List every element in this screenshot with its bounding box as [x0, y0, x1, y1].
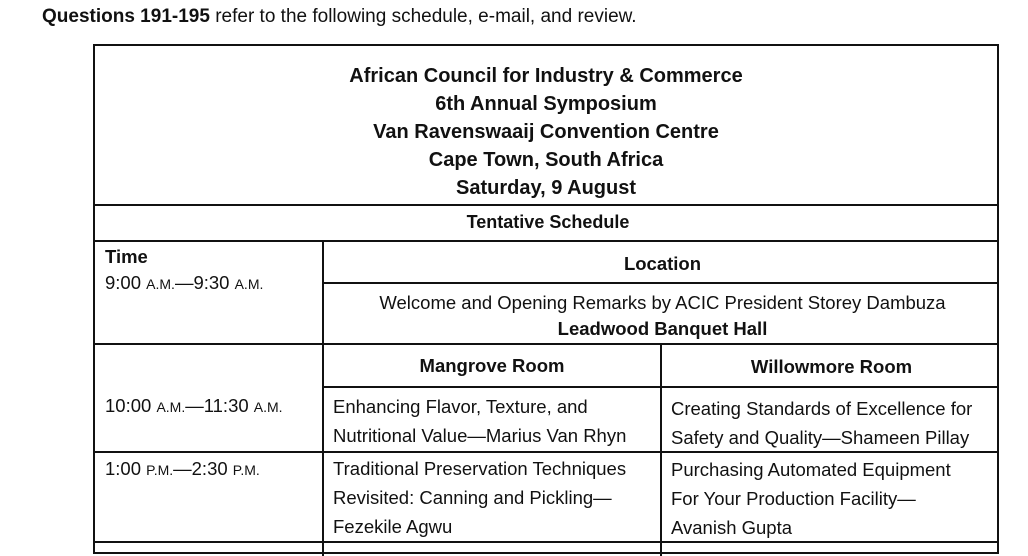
schedule-table: [93, 44, 999, 554]
session-mangrove: Traditional Preservation Techniques Revisited: Canning and Pickling— Fezekile Agwu: [333, 458, 627, 537]
session-time: 1:00 P.M.—2:30 P.M.: [105, 458, 260, 479]
time-header: Time: [105, 246, 148, 267]
intro-line: [42, 6, 637, 28]
room-header-willowmore: Willowmore Room: [750, 356, 913, 377]
divider: [322, 282, 997, 284]
intro-text: refer to the following schedule, e-mail, and review.: [209, 6, 637, 27]
event-header: [95, 62, 997, 202]
org-name: African Council for Industry & Commerce: [349, 65, 743, 87]
opening-title: Welcome and Opening Remarks by ACIC President Storey Dambuza: [379, 292, 946, 313]
session-willowmore: Purchasing Automated Equipment For Your Production Facility— Avanish Gupta: [671, 459, 951, 538]
opening-time: 9:00 A.M.—9:30 A.M.: [105, 272, 264, 293]
schedule-subtitle: Tentative Schedule: [466, 212, 630, 232]
location-header: Location: [623, 253, 702, 274]
divider: [95, 204, 997, 206]
room-header-mangrove: Mangrove Room: [419, 355, 565, 376]
event-name: 6th Annual Symposium: [435, 93, 657, 115]
opening-location: Leadwood Banquet Hall: [557, 318, 768, 339]
event-date: Saturday, 9 August: [455, 177, 637, 199]
session-time: 10:00 A.M.—11:30 A.M.: [105, 395, 283, 416]
session-mangrove: Enhancing Flavor, Texture, and Nutritional Value—Marius Van Rhyn: [333, 396, 627, 446]
divider: [95, 240, 997, 242]
session-willowmore: Creating Standards of Excellence for Safety and Quality—Shameen Pillay: [671, 398, 973, 448]
divider: [95, 343, 997, 345]
venue-name: Van Ravenswaaij Convention Centre: [373, 121, 719, 143]
question-range: Questions 191-195: [42, 6, 210, 27]
city-name: Cape Town, South Africa: [428, 149, 664, 171]
